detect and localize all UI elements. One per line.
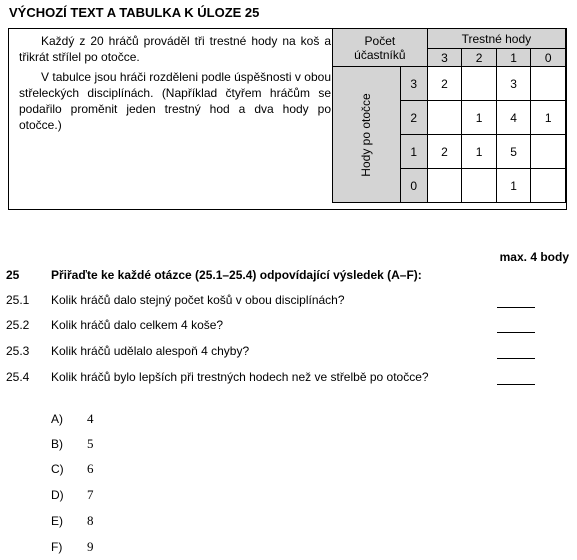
answer-blank-25-3[interactable] [497,357,535,359]
count-header [333,29,428,67]
question-text: Kolik hráčů dalo stejný počet košů v obou disciplínách? [51,293,345,307]
table-cell [531,169,566,203]
option-value: 5 [87,436,94,451]
table-cell: 1 [496,169,531,203]
row-header: 2 [400,101,427,135]
col-header-2: 2 [462,49,497,67]
table-cell [427,101,462,135]
row-group-header [333,67,401,203]
source-frame [8,28,567,210]
question-number: 25.3 [6,344,30,358]
table-cell [531,67,566,101]
intro-paragraph-1: Každý z 20 hráčů prováděl tři trestné hody na koš a třikrát střílel po otočce. [19,34,331,64]
option-value: 7 [87,487,94,502]
max-points: max. 4 body [499,250,569,264]
question-number: 25.1 [6,293,30,307]
table-cell: 3 [496,67,531,101]
question-number: 25.2 [6,318,30,332]
table-cell: 2 [427,67,462,101]
answer-blank-25-2[interactable] [497,331,535,333]
col-header-3: 3 [427,49,462,67]
option-letter: E) [51,514,63,528]
option-b [51,436,94,452]
task-prompt: Přiřaďte ke každé otázce (25.1–25.4) odpovídající výsledek (A–F): [51,268,422,282]
option-letter: A) [51,412,63,426]
option-letter: C) [51,462,64,476]
question-text: Kolik hráčů bylo lepších při trestných hodech než ve střelbě po otočce? [51,370,429,384]
intro-paragraph-2: V tabulce jsou hráči rozděleni podle úspěšnosti v obou střeleckých disciplínách. (Například čtyřem hráčům se podařilo proměnit jeden trestný hod a dva hody po otočce.) [19,70,331,132]
answer-blank-25-4[interactable] [497,383,535,385]
count-label-2: účastníků [354,47,406,62]
table-cell: 1 [462,101,497,135]
results-table [332,28,566,203]
option-letter: D) [51,488,64,502]
question-number: 25.4 [6,370,30,384]
option-value: 8 [87,513,94,528]
task-number: 25 [6,268,20,282]
question-text: Kolik hráčů udělalo alespoň 4 chyby? [51,344,250,358]
option-letter: B) [51,437,63,451]
col-header-0: 0 [531,49,566,67]
option-c [51,461,94,477]
table-cell [462,169,497,203]
table-cell [531,135,566,169]
option-letter: F) [51,540,63,554]
row-group-label: Hody po otočce [359,92,374,177]
row-header: 0 [400,169,427,203]
option-value: 4 [87,411,94,426]
table-cell: 4 [496,101,531,135]
question-text: Kolik hráčů dalo celkem 4 koše? [51,318,224,332]
row-header: 1 [400,135,427,169]
table-cell: 1 [531,101,566,135]
table-cell: 1 [462,135,497,169]
option-value: 6 [87,461,94,476]
answer-blank-25-1[interactable] [497,306,535,308]
option-a [51,411,94,427]
section-heading: VÝCHOZÍ TEXT A TABULKA K ÚLOZE 25 [9,5,260,20]
col-group-header: Trestné hody [427,29,565,49]
count-label-1: Počet [364,33,396,48]
table-cell [462,67,497,101]
option-d [51,487,94,503]
option-f [51,539,94,555]
table-cell: 5 [496,135,531,169]
option-e [51,513,94,529]
table-cell: 2 [427,135,462,169]
table-cell [427,169,462,203]
row-header: 3 [400,67,427,101]
intro-text [19,33,331,137]
option-value: 9 [87,539,94,554]
col-header-1: 1 [496,49,531,67]
